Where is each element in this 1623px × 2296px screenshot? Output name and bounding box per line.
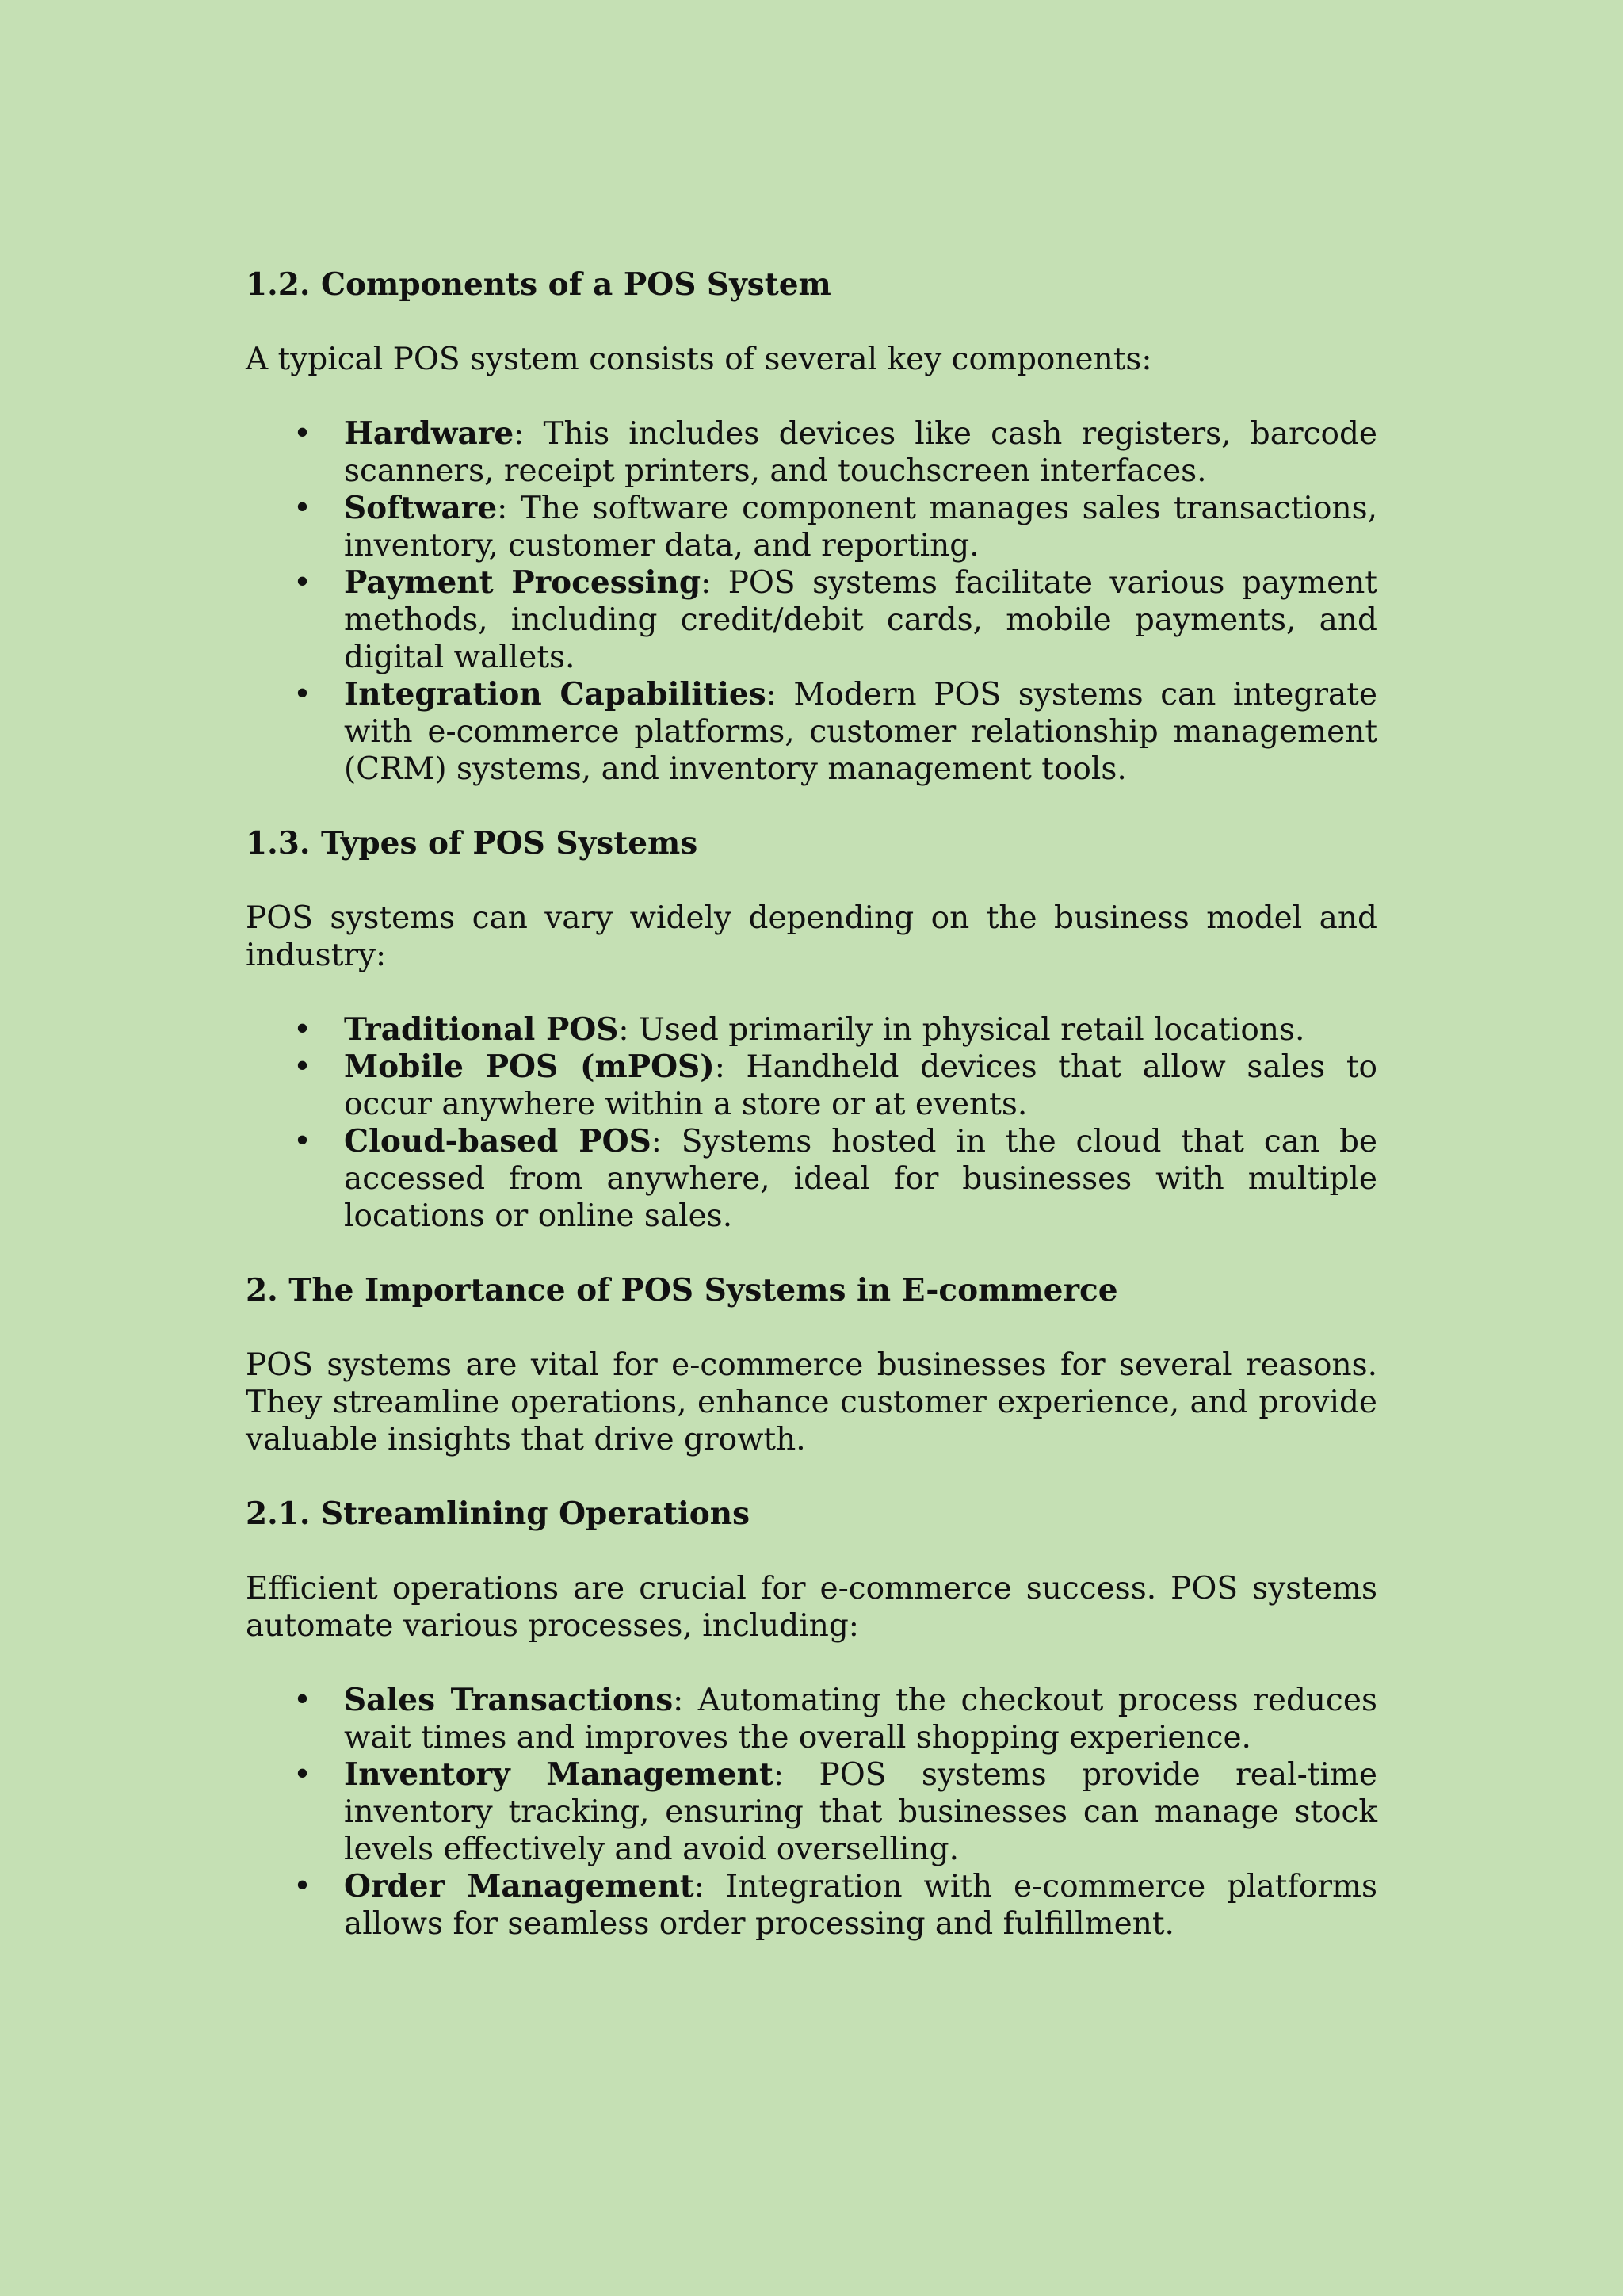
- list-item: [246, 1868, 1377, 1943]
- list-item: [246, 490, 1377, 564]
- section-heading: 1.3. Types of POS Systems: [246, 825, 698, 861]
- list-item-term: Order Management: [344, 1868, 694, 1904]
- bullet-icon: •: [293, 491, 312, 526]
- section-heading: 2. The Importance of POS Systems in E-commerce: [246, 1272, 1118, 1308]
- list-item-text: : POS systems provide real-time inventory tracking, ensuring that businesses can manage stock levels effectively and avoid overselling.: [344, 1757, 1377, 1867]
- list-item-term: Payment Processing: [344, 564, 701, 601]
- bullet-icon: •: [293, 677, 312, 712]
- list-item: [246, 1123, 1377, 1235]
- list-item-text: : Used primarily in physical retail locations.: [618, 1012, 1305, 1048]
- list-item-text: : Automating the checkout process reduces wait times and improves the overall shopping experience.: [344, 1683, 1377, 1755]
- list-item: [246, 676, 1377, 788]
- bullet-list: [246, 415, 1377, 788]
- bullet-icon: •: [293, 565, 312, 601]
- list-item-term: Inventory Management: [344, 1756, 773, 1793]
- list-item-text: : Handheld devices that allow sales to occur anywhere within a store or at events.: [344, 1049, 1378, 1122]
- bullet-icon: •: [293, 416, 312, 452]
- bullet-icon: •: [293, 1683, 312, 1718]
- bullet-icon: •: [293, 1012, 312, 1048]
- list-item-term: Sales Transactions: [344, 1682, 674, 1718]
- bullet-icon: •: [293, 1757, 312, 1793]
- list-item-text: : POS systems facilitate various payment methods, including credit/debit cards, mobile payments, and digital wallets.: [344, 565, 1377, 675]
- list-item: [246, 1682, 1377, 1756]
- list-item-term: Mobile POS (mPOS): [344, 1049, 715, 1085]
- section-intro: POS systems are vital for e-commerce businesses for several reasons. They streamline operations, enhance customer experience, and provide valuable insights that drive growth.: [246, 1347, 1377, 1457]
- bullet-icon: •: [293, 1124, 312, 1159]
- list-item-term: Software: [344, 490, 498, 526]
- document-page: [246, 266, 1377, 1980]
- list-item: [246, 1049, 1377, 1123]
- section-intro: Efficient operations are crucial for e-commerce success. POS systems automate various processes, including:: [246, 1571, 1377, 1644]
- list-item-term: Cloud-based POS: [344, 1123, 651, 1159]
- list-item: [246, 564, 1377, 676]
- list-item-term: Traditional POS: [344, 1011, 619, 1048]
- bullet-list: [246, 1011, 1377, 1235]
- bullet-icon: •: [293, 1869, 312, 1904]
- bullet-icon: •: [293, 1049, 312, 1085]
- list-item: [246, 1011, 1377, 1049]
- list-item-text: : Integration with e-commerce platforms allows for seamless order processing and fulfillment.: [344, 1869, 1378, 1942]
- section-intro: POS systems can vary widely depending on the business model and industry:: [246, 900, 1377, 973]
- section-heading: 2.1. Streamlining Operations: [246, 1496, 750, 1532]
- list-item-text: : Modern POS systems can integrate with e-commerce platforms, customer relationship management (CRM) systems, and inventory management tools.: [344, 677, 1377, 787]
- list-item-text: : This includes devices like cash registers, barcode scanners, receipt printers, and touchscreen interfaces.: [344, 416, 1377, 489]
- list-item-term: Integration Capabilities: [344, 676, 766, 712]
- bullet-list: [246, 1682, 1377, 1943]
- list-item-text: : Systems hosted in the cloud that can be accessed from anywhere, ideal for businesses with multiple locations or online sales.: [344, 1124, 1377, 1234]
- list-item: [246, 415, 1377, 490]
- section-heading: 1.2. Components of a POS System: [246, 266, 831, 303]
- list-item-text: : The software component manages sales transactions, inventory, customer data, and reporting.: [344, 491, 1377, 563]
- list-item: [246, 1756, 1377, 1868]
- section-intro: A typical POS system consists of several key components:: [246, 342, 1152, 377]
- list-item-term: Hardware: [344, 415, 514, 452]
